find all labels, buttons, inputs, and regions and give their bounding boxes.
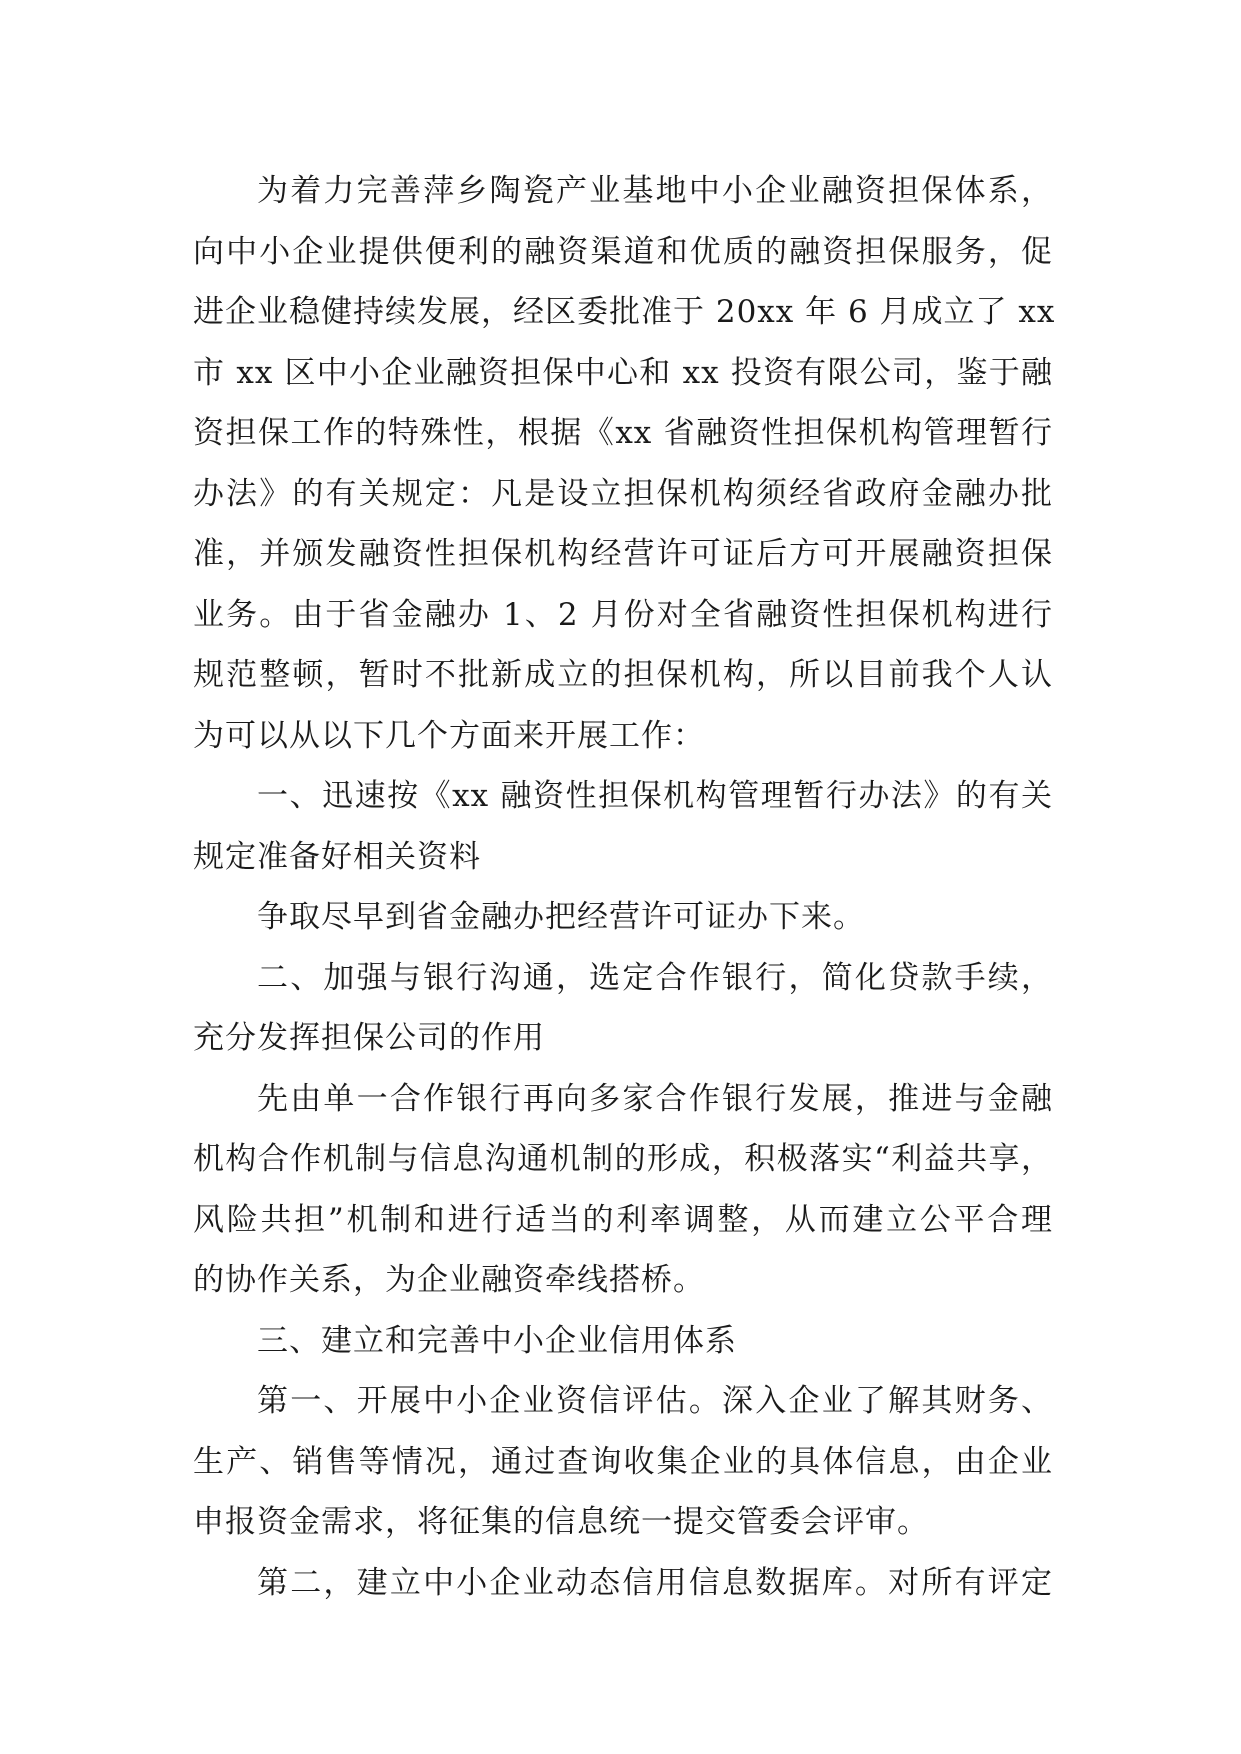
text-line: 充分发挥担保公司的作用	[193, 1020, 545, 1056]
text-line: 第一、开展中小企业资信评估。深入企业了解其财务、	[257, 1383, 1053, 1419]
text-line: 业务。由于省金融办 1、2 月份对全省融资性担保机构进行	[193, 596, 1053, 633]
text-line: 规定准备好相关资料	[193, 838, 481, 875]
text-line: 准，并颁发融资性担保机构经营许可证后方可开展融资担保	[193, 536, 1053, 572]
text-line: 先由单一合作银行再向多家合作银行发展，推进与金融	[257, 1080, 1053, 1117]
text-line: 为着力完善萍乡陶瓷产业基地中小企业融资担保体系，	[257, 173, 1053, 209]
text-line: 办法》的有关规定：凡是设立担保机构须经省政府金融办批	[193, 475, 1053, 512]
text-line: 二、加强与银行沟通，选定合作银行，简化贷款手续，	[257, 959, 1053, 996]
document-body	[193, 161, 1056, 1613]
text-line: 资担保工作的特殊性，根据《xx 省融资性担保机构管理暂行	[193, 415, 1053, 451]
text-line: 规范整顿，暂时不批新成立的担保机构，所以目前我个人认	[193, 657, 1053, 693]
text-line: 争取尽早到省金融办把经营许可证办下来。	[257, 899, 865, 935]
text-line: 风险共担”机制和进行适当的利率调整，从而建立公平合理	[193, 1201, 1053, 1238]
text-line: 市 xx 区中小企业融资担保中心和 xx 投资有限公司，鉴于融	[193, 354, 1053, 391]
text-line: 为可以从以下几个方面来开展工作：	[193, 717, 705, 754]
text-line: 的协作关系，为企业融资牵线搭桥。	[193, 1262, 705, 1298]
text-line: 机构合作机制与信息沟通机制的形成，积极落实“利益共享，	[193, 1141, 1053, 1177]
text-line: 第二，建立中小企业动态信用信息数据库。对所有评定	[257, 1564, 1053, 1601]
text-line: 三、建立和完善中小企业信用体系	[257, 1322, 737, 1359]
text-line: 向中小企业提供便利的融资渠道和优质的融资担保服务，促	[193, 233, 1053, 270]
text-line: 申报资金需求，将征集的信息统一提交管委会评审。	[193, 1504, 929, 1540]
text-line: 一、迅速按《xx 融资性担保机构管理暂行办法》的有关	[257, 778, 1053, 814]
text-line: 生产、销售等情况，通过查询收集企业的具体信息，由企业	[193, 1443, 1053, 1480]
text-line: 进企业稳健持续发展，经区委批准于 20xx 年 6 月成立了 xx	[193, 294, 1056, 330]
